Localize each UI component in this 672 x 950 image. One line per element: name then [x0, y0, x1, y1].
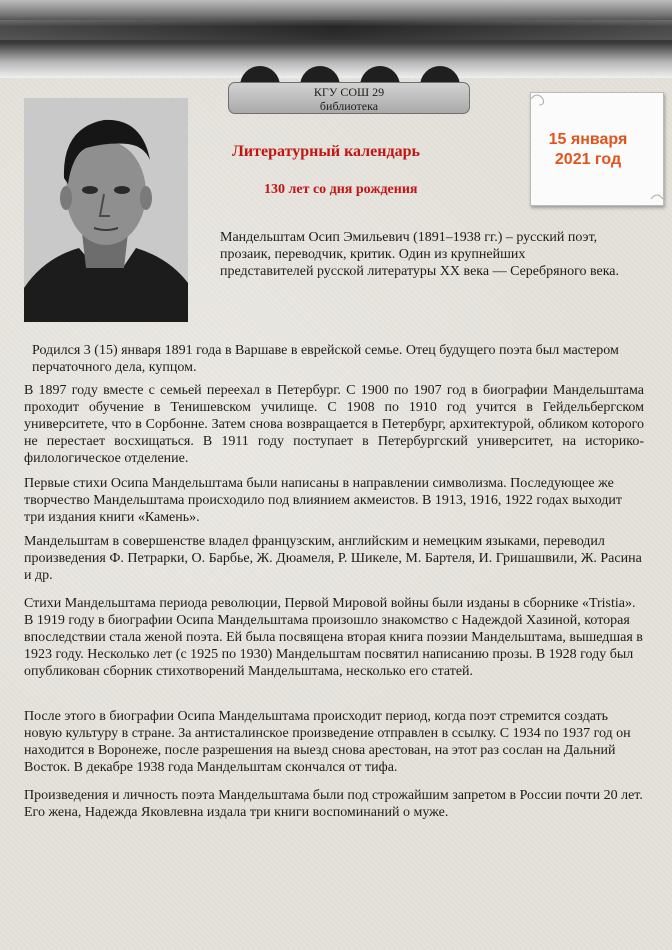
bio-paragraph: Произведения и личность поэта Мандельштама были под строжайшим запретом в России почти 20 лет. Его жена, Надежда Яковлевна издала три книги воспоминаний о муже.: [24, 788, 643, 820]
page-title: Литературный календарь: [232, 143, 420, 160]
portrait-photo: [24, 98, 188, 322]
bio-paragraph: Родился 3 (15) января 1891 года в Варшаве в еврейской семье. Отец будущего поэта был мастером перчаточного дела, купцом.: [32, 343, 619, 375]
portrait-image: [24, 98, 188, 322]
date-day: 15 января: [548, 131, 628, 148]
metal-header-band: [0, 0, 672, 78]
page-subtitle: 130 лет со дня рождения: [264, 182, 418, 197]
bio-paragraph: Первые стихи Осипа Мандельштама были написаны в направлении символизма. Последующее же творчество Мандельштама происходило под влиянием акмеистов. В 1913, 1916, 1922 годах выходит три издания книги «Камень».: [24, 476, 622, 525]
bio-paragraph: В 1897 году вместе с семьей переехал в Петербург. С 1900 по 1907 год в биографии Мандельштама проходит обучение в Тенишевском училище. С 1908 по 1910 год учится в Гейдельбергском университете, что в Сорбонне. Затем снова возвращается в Петербург, архитектурой, обликом которого не перестает восхищаться. В 1911 году поступает в Петербургский университет, на историко-филологическое отделение.: [24, 383, 644, 466]
bio-paragraph: Мандельштам в совершенстве владел французским, английским и немецким языками, переводил произведения Ф. Петрарки, О. Барбье, Ж. Дюамеля, Р. Шикеле, М. Бартеля, И. Гришашвили, Ж. Расина и др.: [24, 534, 642, 583]
intro-paragraph: Мандельштам Осип Эмильевич (1891–1938 гг.) – русский поэт, прозаик, переводчик, критик. Один из крупнейших представителей русской литературы XX века — Серебряного века.: [220, 230, 620, 279]
date-year: 2021 год: [554, 151, 622, 168]
school-name: КГУ СОШ 29: [313, 85, 385, 99]
date-text: [530, 130, 646, 170]
bio-paragraph: Стихи Мандельштама периода революции, Первой Мировой войны были изданы в сборнике «Tristia». В 1919 году в биографии Осипа Мандельштама произошло знакомство с Надеждой Хазиной, которая впоследствии стала женой поэта. Ей была посвящена вторая книга поэзии Мандельштама, вышедшая в 1923 году. Несколько лет (с 1925 по 1930) Мандельштам посвятил написанию прозы. В 1928 году был опубликован сборник стихотворений Мандельштама, несколько его статей.: [24, 596, 643, 679]
department-name: библиотека: [319, 99, 379, 113]
school-label-box: [228, 82, 470, 114]
bio-paragraph: После этого в биографии Осипа Мандельштама происходит период, когда поэт стремится создать новую культуру в стране. За антисталинское произведение отправлен в ссылку. С 1934 по 1937 год он находится в Воронеже, после разрешения на выезд снова арестован, на этот раз сослан на Дальний Восток. В декабре 1938 года Мандельштам скончался от тифа.: [24, 709, 631, 775]
